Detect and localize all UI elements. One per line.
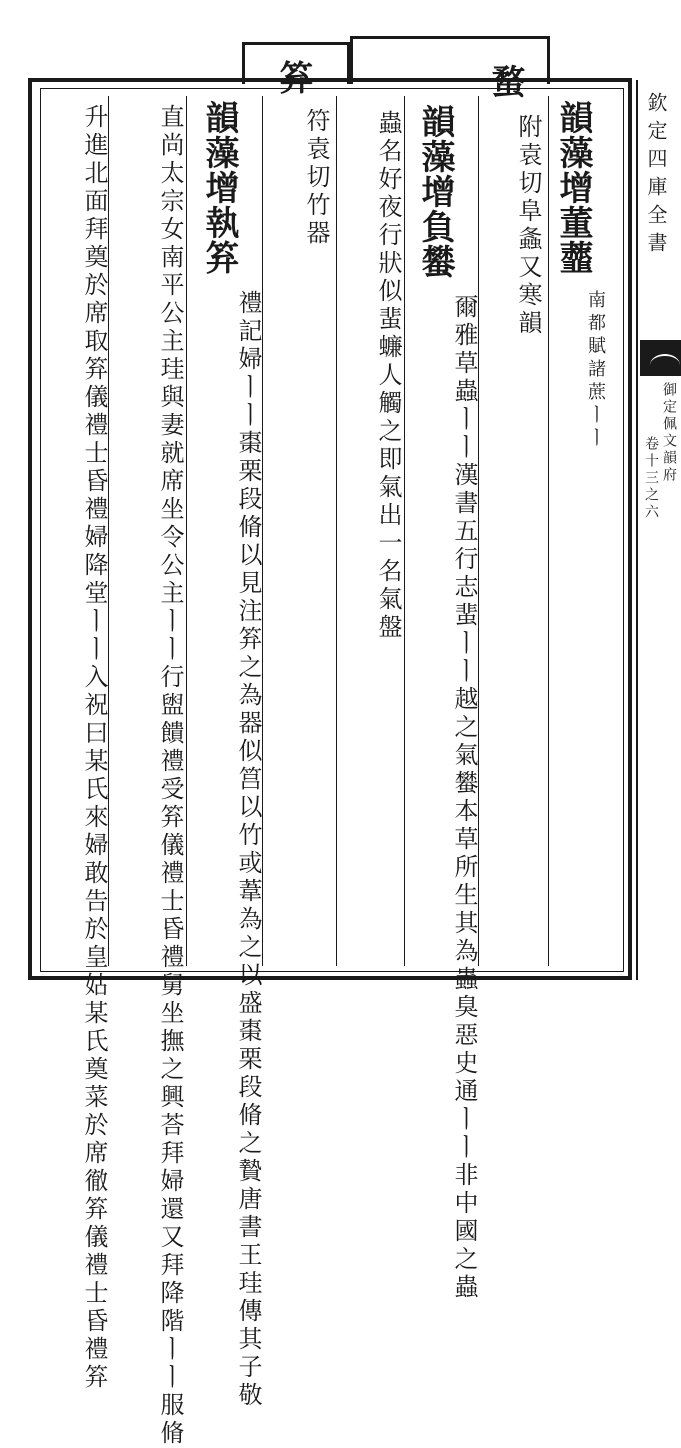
volume-label: 卷十三之六 xyxy=(643,436,659,521)
entry-text: 符袁切竹器 xyxy=(302,108,330,248)
entry-text: 直尚太宗女南平公主珪與妻就席坐令公主ㅣㅣ行盥饋禮受笲儀禮士昏禮舅坐撫之興荅拜婦還又拜降階ㅣㅣ服脩 xyxy=(156,104,184,1448)
column-rule xyxy=(548,96,549,966)
entry-text: 蟲名好夜行狀似蜚蠊人觸之即氣出一名氣盤 xyxy=(374,110,402,642)
entry-head: 韻藻增董虀 xyxy=(553,100,593,275)
entry-text: 附袁切阜螽又寒韻 xyxy=(514,114,542,338)
entry-head: 笲 xyxy=(273,60,313,95)
column-rule xyxy=(336,96,337,966)
entry-head: 蝥 xyxy=(485,64,525,99)
fold-curve xyxy=(650,354,680,376)
column-rule xyxy=(478,96,479,966)
entry-text: 南都賦諸蔗ㅣㅣ xyxy=(585,290,606,451)
work-title: 御定佩文韻府 xyxy=(661,382,677,484)
entry-text: 爾雅草蟲ㅣㅣ漢書五行志蜚ㅣㅣ越之氣蠜本草所生其為蟲臭惡史通ㅣㅣ非中國之蟲 xyxy=(450,294,478,1302)
entry-head: 韻藻增執笲 xyxy=(199,100,239,275)
column-rule xyxy=(262,96,263,966)
column-rule xyxy=(108,96,109,966)
entry-head: 韻藻增負蠜 xyxy=(415,104,455,279)
entry-text: 升進北面拜奠於席取笲儀禮士昏禮婦降堂ㅣㅣ入祝曰某氏來婦敢告於皇姑某氏奠菜於席徹笲儀禮士昏禮笲 xyxy=(80,104,108,1392)
column-rule xyxy=(186,96,187,966)
book-title: 欽定四庫全書 xyxy=(644,92,668,260)
entry-text: 禮記婦ㅣㅣ棗栗段脩以見注笲之為器似筥以竹或葦為之以盛棗栗段脩之贄唐書王珪傳其子敬 xyxy=(234,290,262,1410)
margin-line xyxy=(636,80,638,980)
